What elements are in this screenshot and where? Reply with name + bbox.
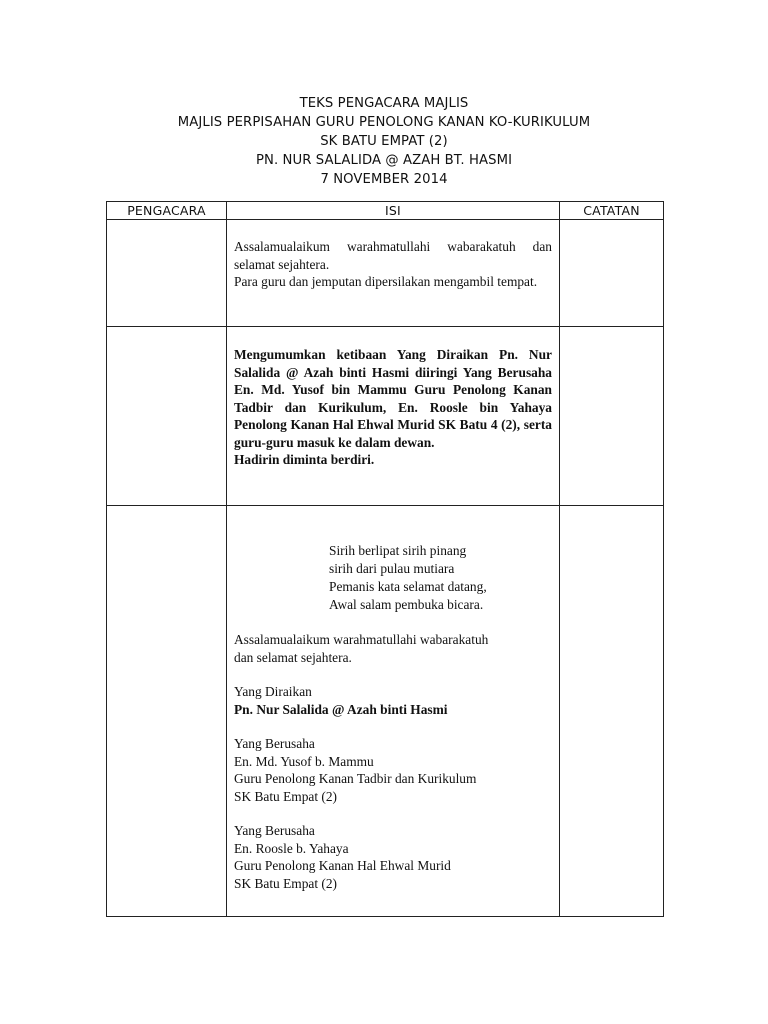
school-name: SK BATU EMPAT (2) xyxy=(320,134,448,149)
document-header xyxy=(0,94,768,189)
pengacara-cell xyxy=(107,327,227,506)
catatan-cell xyxy=(560,506,664,917)
seating-text: Para guru dan jemputan dipersilakan mengambil tempat. xyxy=(234,274,538,289)
pantun-line: Pemanis kata selamat datang, xyxy=(329,579,487,594)
pantun-verse xyxy=(234,542,552,614)
doc-title: TEKS PENGACARA MAJLIS xyxy=(299,96,469,111)
catatan-cell xyxy=(560,327,664,506)
isi-cell xyxy=(227,220,560,327)
guest-block xyxy=(234,822,552,892)
guest-line: SK Batu Empat (2) xyxy=(234,788,338,804)
column-header-isi: ISI xyxy=(227,202,560,220)
isi-cell xyxy=(227,506,560,917)
table-row xyxy=(107,327,664,506)
arrival-announcement: Mengumumkan ketibaan Yang Diraikan Pn. Nur Salalida @ Azah binti Hasmi diiringi Yang Berusaha En. Md. Yusof bin Mammu Guru Penolong Kanan Tadbir dan Kurikulum, En. Roosle bin Yahaya Penolong Kanan Hal Ehwal Murid SK Batu 4 (2), serta guru-guru masuk ke dalam dewan. xyxy=(234,347,552,450)
guest-line: Guru Penolong Kanan Tadbir dan Kurikulum xyxy=(234,771,477,786)
guest-line: Guru Penolong Kanan Hal Ehwal Murid xyxy=(234,858,451,873)
greeting-line: Assalamualaikum warahmatullahi wabarakatuh xyxy=(234,632,489,647)
table-row xyxy=(107,220,664,327)
guest-line: En. Roosle b. Yahaya xyxy=(234,840,349,856)
isi-cell xyxy=(227,327,560,506)
welcome-text: Assalamualaikum warahmatullahi wabarakatuh dan selamat sejahtera. xyxy=(234,239,552,272)
honoree-name: PN. NUR SALALIDA @ AZAH BT. HASMI xyxy=(255,153,513,168)
guest-line: Yang Berusaha xyxy=(234,823,315,838)
pengacara-cell xyxy=(107,506,227,917)
catatan-cell xyxy=(560,220,664,327)
guest-line: En. Md. Yusof b. Mammu xyxy=(234,753,374,769)
column-header-catatan: CATATAN xyxy=(560,202,664,220)
greeting-block xyxy=(234,631,552,666)
honoree-title: Yang Diraikan xyxy=(234,684,312,699)
event-title: MAJLIS PERPISAHAN GURU PENOLONG KANAN KO-KURIKULUM xyxy=(177,115,591,130)
table-header-row xyxy=(107,202,664,220)
guest-block xyxy=(234,735,552,805)
greeting-line: dan selamat sejahtera. xyxy=(234,649,352,665)
honoree-full-name: Pn. Nur Salalida @ Azah binti Hasmi xyxy=(234,701,448,717)
pantun-line: Sirih berlipat sirih pinang xyxy=(329,543,467,558)
pantun-line: Awal salam pembuka bicara. xyxy=(329,597,484,612)
guest-line: Yang Berusaha xyxy=(234,736,315,751)
script-table xyxy=(106,201,664,917)
pengacara-cell xyxy=(107,220,227,327)
stand-instruction: Hadirin diminta berdiri. xyxy=(234,452,375,467)
guest-line: SK Batu Empat (2) xyxy=(234,875,338,891)
pantun-line: sirih dari pulau mutiara xyxy=(329,561,455,576)
table-row xyxy=(107,506,664,917)
honoree-block xyxy=(234,683,552,718)
event-date: 7 NOVEMBER 2014 xyxy=(320,172,448,187)
column-header-pengacara: PENGACARA xyxy=(107,202,227,220)
